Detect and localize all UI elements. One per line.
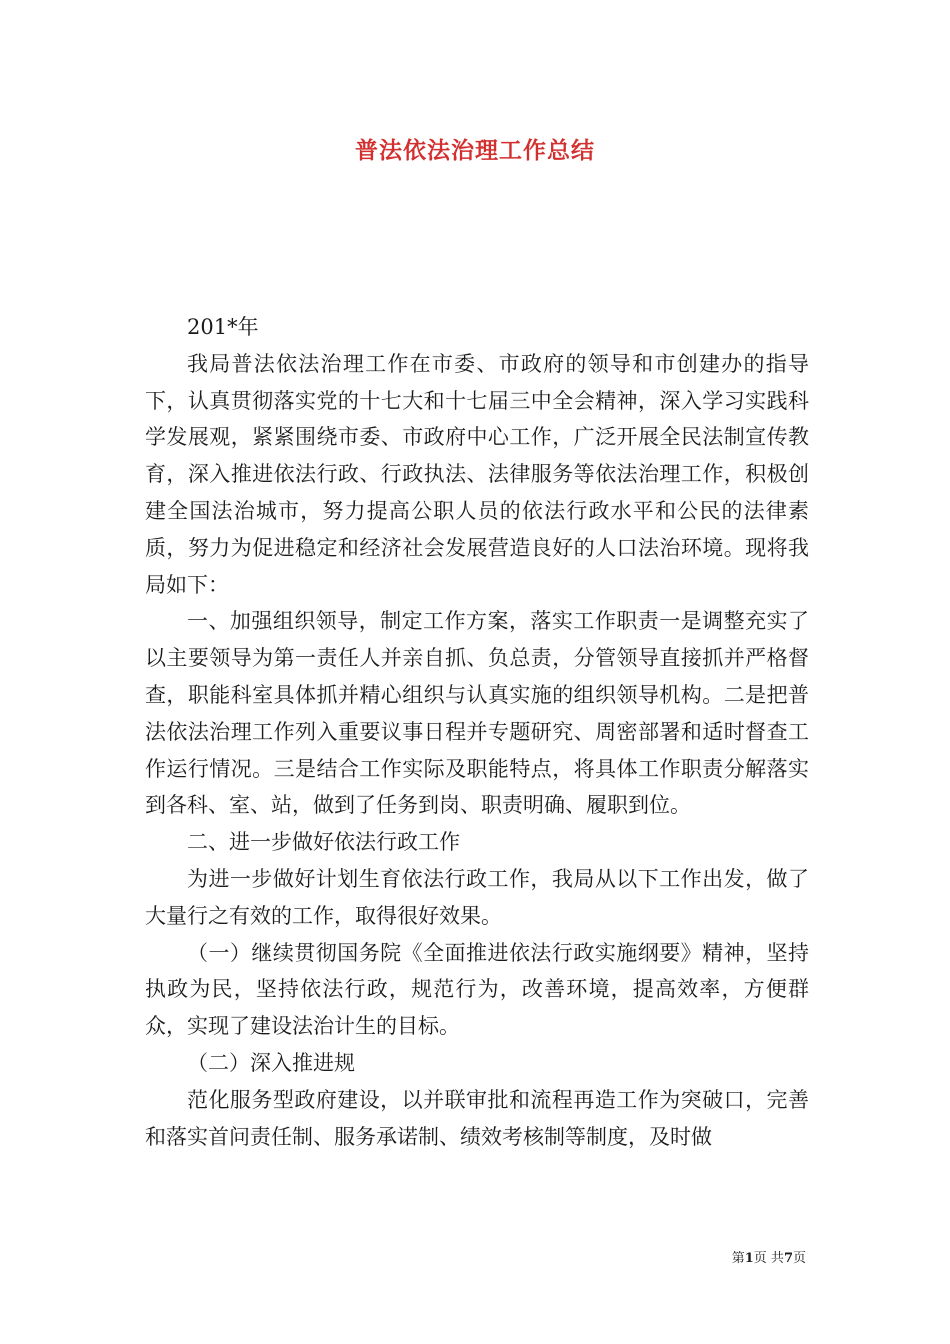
paragraph-section-2-body: 为进一步做好计划生育依法行政工作，我局从以下工作出发，做了大量行之有效的工作，取得很好效果。 xyxy=(145,866,809,928)
page-footer xyxy=(0,1247,806,1266)
footer-total-pages: 7 xyxy=(783,1251,793,1266)
paragraph-year: 201*年 xyxy=(187,315,259,339)
paragraph-subsection-2-heading: （二）深入推进规 xyxy=(187,1050,355,1075)
paragraph-subsection-2-body: 范化服务型政府建设，以并联审批和流程再造工作为突破口，完善和落实首问责任制、服务承诺制、绩效考核制等制度，及时做 xyxy=(145,1087,809,1149)
paragraph-intro: 我局普法依法治理工作在市委、市政府的领导和市创建办的指导下，认真贯彻落实党的十七大和十七届三中全会精神，深入学习实践科学发展观，紧紧围绕市委、市政府中心工作，广泛开展全民法制宣传教育，深入推进依法行政、行政执法、法律服务等依法治理工作，积极创建全国法治城市，努力提高公职人员的依法行政水平和公民的法律素质，努力为促进稳定和经济社会发展营造良好的人口法治环境。现将我局如下： xyxy=(145,351,809,597)
document-body xyxy=(145,309,809,1155)
footer-middle: 页 共 xyxy=(753,1251,784,1266)
footer-suffix: 页 xyxy=(792,1251,806,1266)
document-title: 普法依法治理工作总结 xyxy=(355,137,595,164)
paragraph-section-1: 一、加强组织领导，制定工作方案，落实工作职责一是调整充实了以主要领导为第一责任人并亲自抓、负总责，分管领导直接抓并严格督查，职能科室具体抓并精心组织与认真实施的组织领导机构。二是把普法依法治理工作列入重要议事日程并专题研究、周密部署和适时督查工作运行情况。三是结合工作实际及职能特点，将具体工作职责分解落实到各科、室、站，做到了任务到岗、职责明确、履职到位。 xyxy=(145,609,809,818)
paragraph-section-2-heading: 二、进一步做好依法行政工作 xyxy=(187,830,460,855)
footer-current-page: 1 xyxy=(744,1251,754,1266)
paragraph-subsection-1: （一）继续贯彻国务院《全面推进依法行政实施纲要》精神，坚持执政为民，坚持依法行政，规范行为，改善环境，提高效率，方便群众，实现了建设法治计生的目标。 xyxy=(145,940,809,1039)
footer-prefix: 第 xyxy=(731,1251,745,1266)
